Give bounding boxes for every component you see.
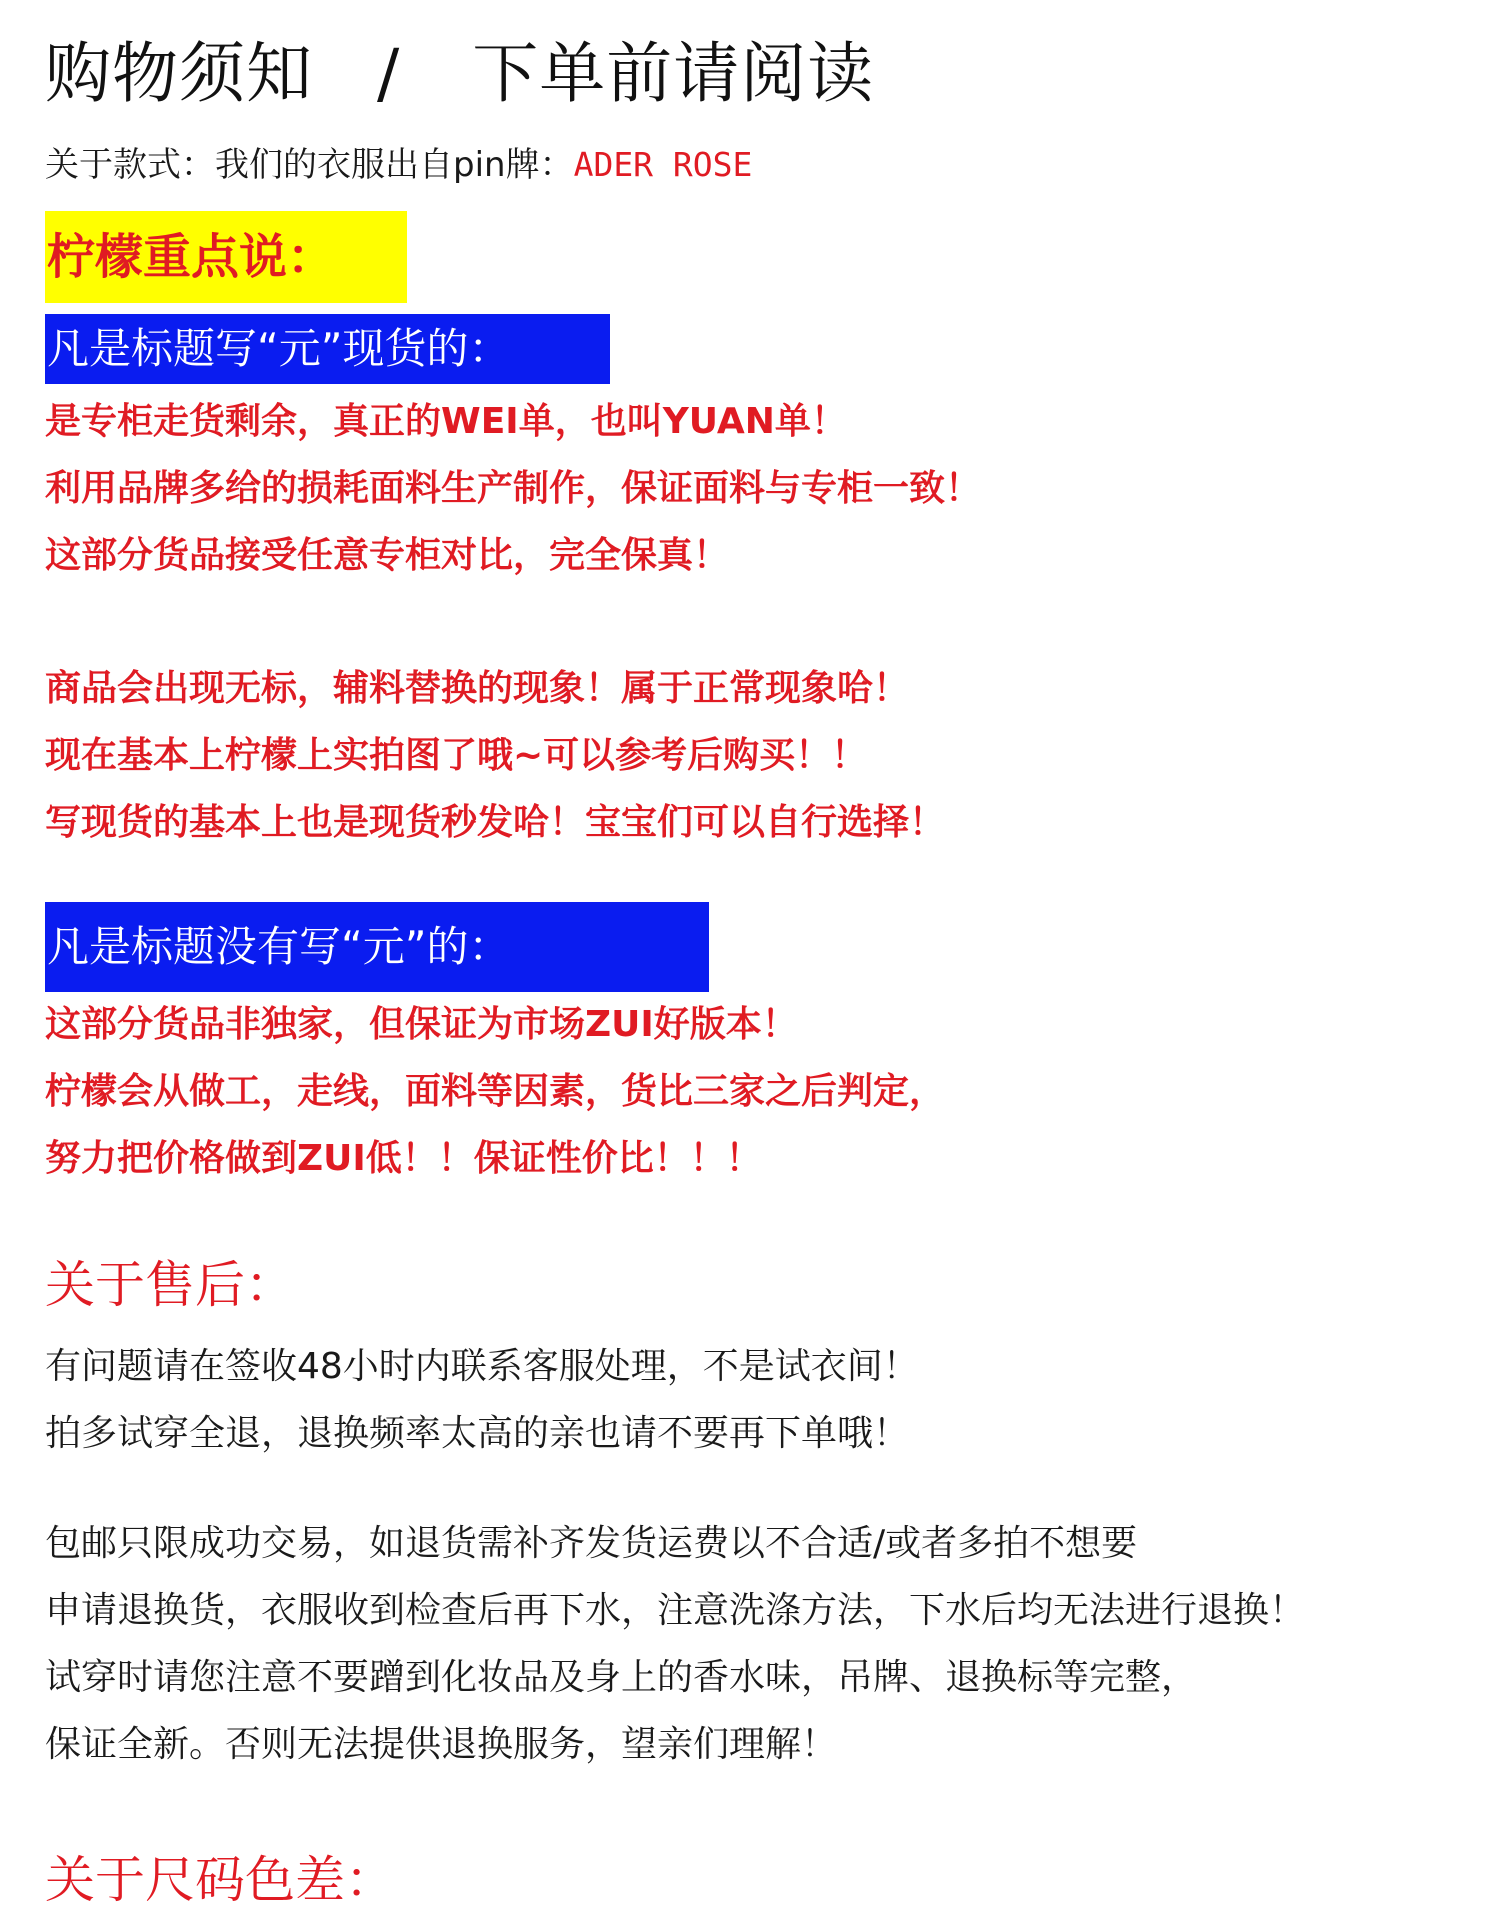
yuan-line: 商品会出现无标，辅料替换的现象！属于正常现象哈！ bbox=[45, 668, 910, 709]
after-sales-line: 保证全新。否则无法提供退换服务，望亲们理解！ bbox=[45, 1724, 838, 1765]
yuan-line: 写现货的基本上也是现货秒发哈！宝宝们可以自行选择！ bbox=[45, 802, 946, 843]
brand-name: ADER ROSE bbox=[573, 145, 753, 184]
after-sales-line: 有问题请在签收48小时内联系客服处理，不是试衣间！ bbox=[45, 1346, 919, 1387]
title-right: 下单前请阅读 bbox=[472, 35, 875, 112]
title-left: 购物须知 bbox=[45, 35, 313, 112]
after-sales-line: 包邮只限成功交易，如退货需补齐发货运费以不合适/或者多拍不想要 bbox=[45, 1523, 1138, 1564]
non-yuan-line: 努力把价格做到ZUI低！！保证性价比！！！ bbox=[45, 1138, 762, 1179]
yuan-section-heading: 凡是标题写“元”现货的： bbox=[45, 314, 610, 384]
after-sales-line: 申请退换货，衣服收到检查后再下水，注意洗涤方法，下水后均无法进行退换！ bbox=[45, 1590, 1306, 1631]
non-yuan-line: 柠檬会从做工，走线，面料等因素，货比三家之后判定， bbox=[45, 1071, 946, 1112]
after-sales-heading: 关于售后： bbox=[45, 1256, 295, 1314]
non-yuan-line: 这部分货品非独家，但保证为市场ZUI好版本！ bbox=[45, 1004, 798, 1045]
style-origin-line bbox=[45, 140, 752, 190]
size-color-heading: 关于尺码色差： bbox=[45, 1851, 395, 1909]
yuan-line: 这部分货品接受任意专柜对比，完全保真！ bbox=[45, 535, 730, 576]
after-sales-line: 试穿时请您注意不要蹭到化妆品及身上的香水味，吊牌、退换标等完整， bbox=[45, 1657, 1198, 1698]
yuan-line: 利用品牌多给的损耗面料生产制作，保证面料与专柜一致！ bbox=[45, 468, 982, 509]
key-points-heading: 柠檬重点说： bbox=[45, 211, 407, 303]
yuan-line: 现在基本上柠檬上实拍图了哦~可以参考后购买！！ bbox=[45, 735, 868, 776]
non-yuan-section-heading: 凡是标题没有写“元”的： bbox=[45, 902, 709, 992]
page-title bbox=[45, 32, 874, 116]
title-slash: / bbox=[377, 35, 401, 112]
after-sales-line: 拍多试穿全退，退换频率太高的亲也请不要再下单哦！ bbox=[45, 1413, 910, 1454]
yuan-line: 是专柜走货剩余，真正的WEI单，也叫YUAN单！ bbox=[45, 401, 847, 442]
style-origin-label: 关于款式：我们的衣服出自pin牌： bbox=[45, 145, 574, 185]
